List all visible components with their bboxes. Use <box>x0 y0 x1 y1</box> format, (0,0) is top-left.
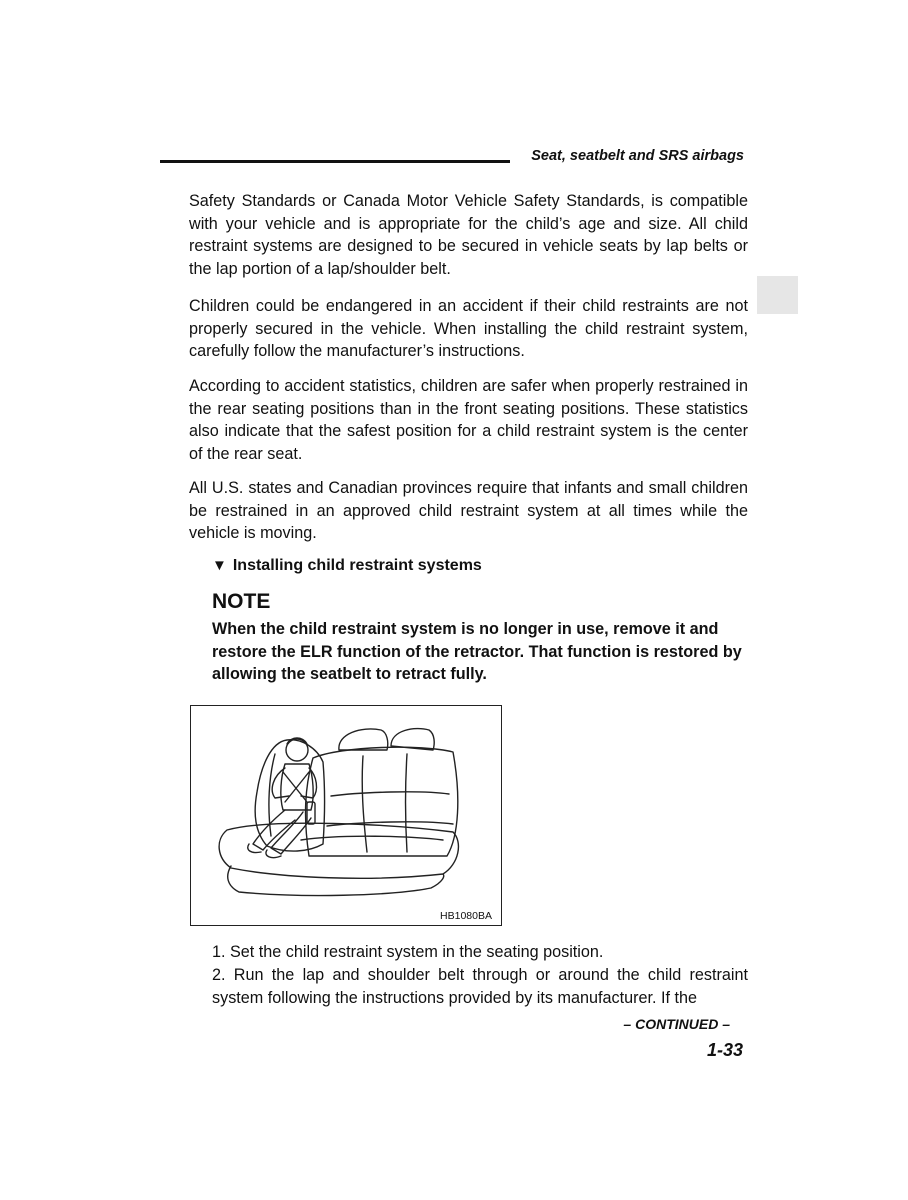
section-subheading <box>212 557 482 575</box>
child-head <box>286 739 308 761</box>
header-rule <box>160 160 510 163</box>
child-restraint-seat-drawing <box>191 706 503 927</box>
figure-code-label: HB1080BA <box>440 910 492 922</box>
note-title: NOTE <box>212 590 271 613</box>
step-1: 1. Set the child restraint system in the seating position. <box>212 943 604 961</box>
note-body: When the child restraint system is no longer in use, remove it and restore the ELR function of the retractor. That function is restored by allowing the seatbelt to retract fully. <box>212 620 742 684</box>
continued-marker: – CONTINUED – <box>623 1016 730 1032</box>
triangle-down-icon: ▼ <box>212 557 227 574</box>
child-seat-illustration <box>190 705 502 926</box>
body-paragraph-4: All U.S. states and Canadian provinces require that infants and small children be restrained in an approved child restraint system at all times while the vehicle is moving. <box>189 479 748 543</box>
seat-cushion <box>219 823 458 878</box>
body-paragraph-2: Children could be endangered in an accident if their child restraints are not properly secured in the vehicle. When installing the child restraint system, carefully follow the manufacturer’s instructions. <box>189 297 748 361</box>
page-number: 1-33 <box>706 1040 743 1060</box>
body-paragraph-1: Safety Standards or Canada Motor Vehicle Safety Standards, is compatible with your vehicle and is appropriate for the child’s age and size. All child restraint systems are designed to be secured in vehicle seats by lap belts or the lap portion of a lap/shoulder belt. <box>189 192 748 279</box>
chapter-tab-marker <box>757 276 798 314</box>
body-paragraph-3: According to accident statistics, children are safer when properly restrained in the rear seating positions than in the front seating positions. These statistics also indicate that the safest position for a child restraint system is the center of the rear seat. <box>189 377 748 464</box>
step-2: 2. Run the lap and shoulder belt through or around the child restraint system following the instructions provided by its manufacturer. If the <box>212 966 748 1007</box>
section-subheading-text: Installing child restraint systems <box>232 557 482 574</box>
section-header-title: Seat, seatbelt and SRS airbags <box>531 148 744 164</box>
